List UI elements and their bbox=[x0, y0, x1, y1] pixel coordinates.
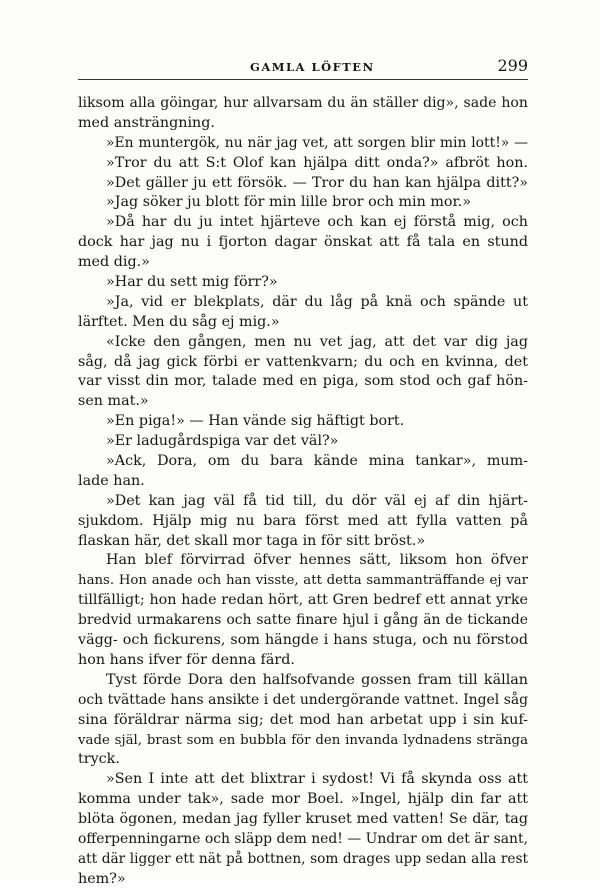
text-line: lade han. bbox=[78, 472, 145, 489]
text-line: »Ja, vid er blekplats, där du låg på knä och spände ut bbox=[106, 293, 528, 310]
page-number: 299 bbox=[497, 56, 528, 75]
text-line: Tyst förde Dora den halfsofvande gossen fram till källan bbox=[106, 671, 528, 688]
text-line: »Tror du att S:t Olof kan hjälpa ditt onda?» afbröt hon. bbox=[106, 154, 528, 171]
text-line: «Icke den gången, men nu vet jag, att det var dig jag bbox=[106, 333, 528, 350]
text-line: offerpenningarne och släpp dem ned! — Undrar om det är sant, bbox=[78, 830, 528, 847]
text-line: »Jag söker ju blott för min lille bror och min mor.» bbox=[106, 194, 472, 211]
text-line: »Det gäller ju ett försök. — Tror du han kan hjälpa ditt?» bbox=[106, 174, 528, 191]
text-line: med ansträngning. bbox=[78, 114, 215, 131]
header-rule bbox=[78, 79, 528, 80]
text-line: Han blef förvirrad öfver hennes sätt, liksom hon öfver bbox=[106, 552, 528, 569]
text-line: sjukdom. Hjälp mig nu bara först med att fylla vatten på bbox=[78, 512, 528, 529]
text-line: »Då har du ju intet hjärteve och kan ej förstå mig, och bbox=[106, 214, 528, 231]
text-line: hem?» bbox=[78, 870, 126, 887]
text-line: komma under tak», sade mor Boel. »Ingel, hjälp din far att bbox=[78, 791, 528, 808]
body-text bbox=[78, 94, 528, 890]
text-line: var visst din mor, talade med en piga, som stod och gaf hön- bbox=[78, 373, 528, 390]
text-line: bredvid urmakarens och satte finare hjul i gång än de tickande bbox=[78, 612, 528, 629]
text-line: tryck. bbox=[78, 751, 120, 768]
text-line: »Har du sett mig förr?» bbox=[106, 274, 278, 291]
text-line: sen mat.» bbox=[78, 393, 149, 410]
text-line: »Sen I inte att det blixtrar i sydost! Vi få skynda oss att bbox=[106, 771, 528, 788]
text-line: med dig.» bbox=[78, 254, 150, 271]
text-line: »Er ladugårdspiga var det väl?» bbox=[106, 433, 339, 450]
text-line: tillfälligt; hon hade redan hört, att Gren bedref ett annat yrke bbox=[78, 592, 528, 609]
text-line: såg, då jag gick förbi er vattenkvarn; du och en kvinna, det bbox=[78, 353, 528, 370]
text-line: hans. Hon anade och han visste, att detta sammanträffande ej var bbox=[78, 573, 528, 589]
text-line: »Ack, Dora, om du bara kände mina tankar», mum- bbox=[106, 453, 528, 470]
text-line: att där ligger ett nät på bottnen, som drages upp sedan alla rest bbox=[78, 850, 528, 867]
text-line: hon hans ifver för denna färd. bbox=[78, 651, 295, 668]
text-line: »En piga!» — Han vände sig häftigt bort. bbox=[106, 413, 405, 430]
text-line: dock har jag nu i fjorton dagar önskat att få tala en stund bbox=[78, 234, 528, 251]
text-line: vägg- och fickurens, som hängde i hans stuga, och nu förstod bbox=[78, 632, 528, 649]
text-line: flaskan här, det skall mor taga in för sitt bröst.» bbox=[78, 532, 426, 549]
text-line: sina föräldrar närma sig; det mod han arbetat upp i sin kuf- bbox=[78, 711, 528, 728]
page-header bbox=[78, 56, 528, 78]
text-line: lärftet. Men du såg ej mig.» bbox=[78, 313, 280, 330]
text-line: liksom alla göingar, hur allvarsam du än ställer dig», sade hon bbox=[78, 95, 528, 111]
running-title: GAMLA LÖFTEN bbox=[250, 60, 375, 74]
text-line: »En muntergök, nu när jag vet, att sorgen blir min lott!» — bbox=[106, 134, 528, 151]
text-line: och tvättade hans ansikte i det undergörande vattnet. Ingel såg bbox=[78, 691, 528, 708]
text-line: »Det kan jag väl få tid till, du dör väl ej af din hjärt- bbox=[106, 492, 528, 509]
text-line: blöta ögonen, medan jag fyller kruset med vatten! Se där, tag bbox=[78, 811, 528, 828]
text-line: vade själ, brast som en bubbla för den invanda lydnadens stränga bbox=[78, 732, 528, 748]
